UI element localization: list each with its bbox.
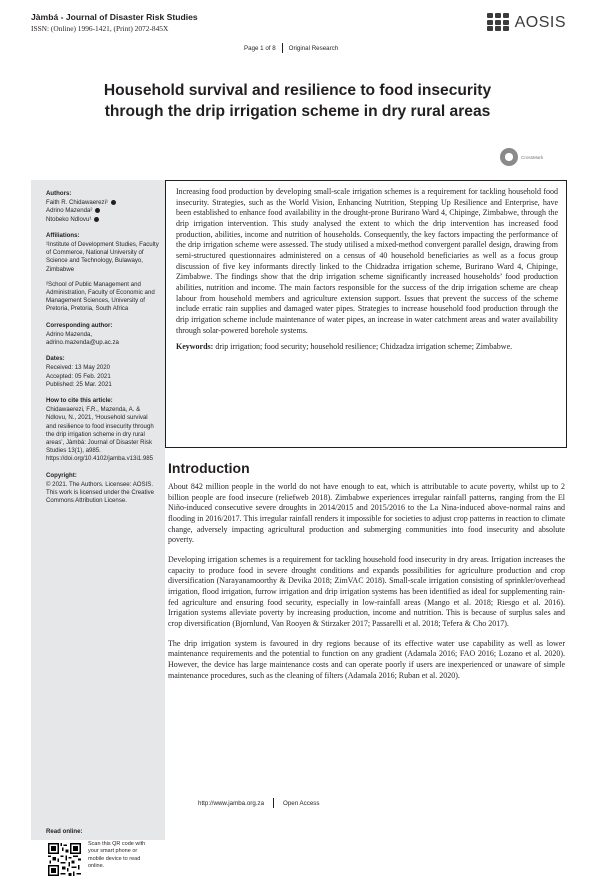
affiliation-2: ²School of Public Management and Administration, Faculty of Economic and Management Sciences, University of Pretoria, Pretoria, South Africa [46,280,155,313]
copyright-text: © 2021. The Authors. Licensee: AOSIS. This work is licensed under the Creative Commons Attribution License. [46,480,155,505]
keywords-label: Keywords: [176,342,214,352]
article-sidebar [31,180,165,869]
affiliations-block [46,232,159,314]
crossmark-badge[interactable] [500,148,543,166]
journal-issn: ISSN: (Online) 1996-1421, (Print) 2072-845X [31,24,169,33]
orcid-icon[interactable] [95,208,100,213]
cite-text: Chidawaerezi, F.R., Mazenda, A. & Ndlovu, N., 2021, ‘Household survival and resilience to food insecurity through the drip irrigation scheme in dry rural areas’, Jàmbá: Journal of Disaster Risk Studies 13(1), a985. https://doi.org/10.4102/jamba.v13i1.985 [46,406,154,463]
footer-divider [273,798,274,808]
copyright-label: Copyright: [46,471,77,479]
journal-header [31,12,566,46]
page-info-divider [282,43,283,53]
page-number: Page 1 of 8 [244,44,276,52]
author-name: Ntobeko Ndlovu¹ [46,216,159,224]
abstract-text: Increasing food production by developing small-scale irrigation schemes is a requirement for tackling household food insecurity. Strategies, such as the World Vision, Enhancing Nutrition, Stepping Up Resilience and Enterprise, have been established to enhance food availability in the drought-prone Burirano Ward 4, Chipinge, Zimbabwe, through the drip irrigation intervention. This study analysed the extent to which the drip intervention has increased food production, abilities, income and nutrition of households. Consequently, the key factors impacting the performance of the drip irrigation scheme were assessed. The study utilised a mixed-method convergent parallel design, drawing from semi-structured questionnaires administered on a census of 40 household beneficiaries as well as a focus group discussion of five key informants directly linked to the Chidzadza irrigation scheme, Burirano Ward 4, Chipinge, Zimbabwe. The findings show that the drip irrigation scheme significantly increased households’ food production abilities, nutrition and income. The main factors responsible for the success of the drip irrigation scheme are cheap labour from household members and agriculture extension support. Issues that prevent the success of the scheme include erratic rain supplies and damaged water pipes. Strategies to increase household food production through the drip irrigation scheme include maintenance of water pipes, an increase in water catchment areas and water availability through solar-powered borehole systems. [176,187,558,335]
crossmark-icon [500,148,518,166]
read-online-label: Read online: [46,828,83,835]
dates-label: Dates: [46,355,65,363]
authors-label: Authors: [46,190,72,197]
citation-block [46,397,159,464]
aosis-logo-text: AOSIS [514,14,566,31]
date-received: Received: 13 May 2020 [46,364,111,372]
article-section: Original Research [288,44,339,52]
article-title: Household survival and resilience to food insecurity through the drip irrigation scheme in dry rural areas [103,82,492,120]
read-online-block [46,828,158,878]
aosis-logo[interactable] [487,12,566,34]
qr-caption: Scan this QR code with your smart phone or mobile device to read online. [88,841,146,869]
open-access-label: Open Access [283,799,320,807]
journal-name: Jàmbá - Journal of Disaster Risk Studies [31,12,198,22]
author-name: Adrino Mazenda² [46,207,159,215]
crossmark-label: CrossMark [521,154,544,160]
date-published: Published: 25 Mar. 2021 [46,380,112,388]
page-footer [198,798,320,808]
affiliation-1: ¹Institute of Development Studies, Faculty of Commerce, National University of Science and Technology, Bulawayo, Zimbabwe [46,241,159,273]
introduction-paragraph-3: The drip irrigation system is favoured in dry regions because of its effective water use capability as well as lower maintenance requirements and the potential to function on any gradient (Adamala 2016; FAO 2016; Lozano et al. 2020). However, the device has large maintenance costs and can operate poorly if users are inexperienced or unaware of simple maintenance procedures, such as the cleaning of filters (Adamala 2016; Ruban et al. 2020). [168,638,565,680]
journal-url[interactable]: http://www.jamba.org.za [198,799,265,807]
keywords [176,342,558,353]
keywords-text: drip irrigation; food security; household resilience; Chidzadza irrigation scheme; Zimbabwe. [215,342,513,352]
introduction-paragraph-1: About 842 million people in the world do not have enough to eat, which is attributable to acute poverty, whilst up to 2 billion people are food insecure (reliefweb 2018). Zimbabwe experiences irregular rainfall patterns, ranging from the El Niño-induced consecutive severe droughts in 2014/2015 and 2015/2016 to the La Nina-induced above-normal rains and flooding in 2016/2017. This irregular rainfall renders it impossible for societies to adjust crop patterns in reaction to climate change, adversely impacting agricultural production and submerging communities into food insecurity and absolute poverty. [168,482,565,545]
corresponding-name: Adrino Mazenda, [46,330,93,338]
abstract-box [165,180,567,448]
orcid-icon[interactable] [94,217,99,222]
corresponding-email[interactable]: adrino.mazenda@up.ac.za [46,339,119,347]
aosis-logo-icon [487,13,511,33]
corresponding-label: Corresponding author: [46,321,113,329]
authors-block [46,190,159,224]
orcid-icon[interactable] [111,200,116,205]
qr-code-icon[interactable] [46,841,83,878]
affiliations-label: Affiliations: [46,231,80,239]
dates-block [46,355,159,389]
introduction-body [168,482,565,681]
copyright-block [46,472,159,506]
introduction-paragraph-2: Developing irrigation schemes is a requirement for tackling household food insecurity in dry areas. Irrigation increases the capacity to produce food in severe drought conditions and expands possibilities for agriculture production and crop diversification (Narayanamoorthy & Devika 2018; ZimVAC 2018). Small-scale irrigation consisting of sprinkler/overhead irrigation, flood irrigation, furrow irrigation and drip irrigation systems has been identified as ideal for supplementing rain-fed agriculture and ensuring food security, especially in low-rainfall areas (Mango et al. 2018; Riesgo et al. 2016). Irrigation systems alleviate poverty by increasing production, income and nutrition. This is because of surplus sales and crop diversification (Bjornlund, Van Rooyen & Stirzaker 2017; Passarelli et al. 2018; Tefera & Cho 2017). [168,554,565,628]
date-accepted: Accepted: 05 Feb. 2021 [46,372,111,380]
corresponding-block [46,322,159,348]
page-info [244,43,338,53]
introduction-heading: Introduction [168,460,250,476]
cite-label: How to cite this article: [46,397,113,405]
author-name: Faith R. Chidawaerezi¹ [46,199,159,207]
